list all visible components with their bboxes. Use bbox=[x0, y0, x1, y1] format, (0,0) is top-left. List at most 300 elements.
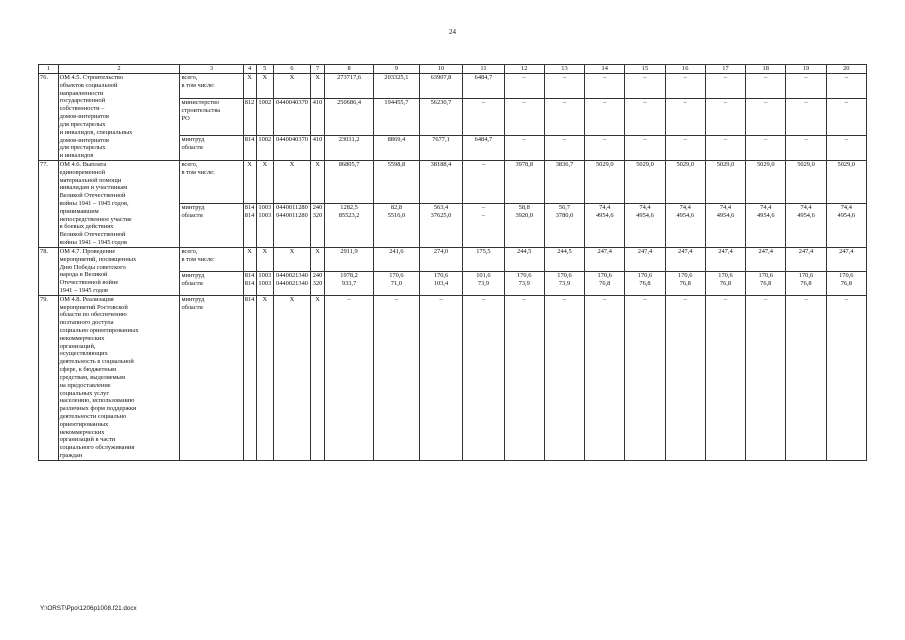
cell-c11 bbox=[463, 135, 504, 160]
measure-name-line: принимавшим bbox=[59, 207, 99, 215]
cell-value: 0440011280 bbox=[276, 212, 308, 220]
cell-c14 bbox=[585, 295, 625, 460]
cell-value: 74,4 bbox=[719, 204, 732, 212]
cell-value: 76,8 bbox=[800, 279, 812, 287]
cell-value: X bbox=[247, 160, 252, 168]
executor bbox=[180, 99, 243, 136]
measure-name-line: области по обеспечению bbox=[59, 311, 127, 319]
cell-value: X bbox=[262, 74, 268, 81]
cell-value: 4954,6 bbox=[797, 212, 815, 220]
cell-value: 0440021340 bbox=[276, 271, 308, 279]
cell-c8 bbox=[325, 99, 374, 136]
cell-c17 bbox=[705, 271, 745, 295]
measure-name-line: мероприятий Ростовской bbox=[59, 303, 128, 311]
cell-c5 bbox=[256, 247, 273, 271]
cell-c12 bbox=[504, 271, 544, 295]
cell-value: 170,6 bbox=[758, 271, 773, 279]
cell-value: 170,6 bbox=[389, 271, 404, 279]
cell-c12 bbox=[504, 74, 544, 99]
cell-c14 bbox=[585, 271, 625, 295]
cell-c14 bbox=[585, 160, 625, 203]
cell-c5 bbox=[256, 160, 273, 203]
cell-c9 bbox=[374, 247, 420, 271]
cell-c4 bbox=[243, 247, 256, 271]
cell-value: 247,4 bbox=[637, 247, 653, 255]
cell-c16 bbox=[665, 204, 705, 247]
cell-c4 bbox=[243, 99, 256, 136]
cell-value: 86805,7 bbox=[338, 160, 360, 168]
cell-c19 bbox=[786, 99, 826, 136]
cell-c11 bbox=[463, 99, 504, 136]
cell-value: X bbox=[262, 160, 268, 168]
cell-c15 bbox=[625, 74, 665, 99]
cell-c18 bbox=[746, 295, 786, 460]
cell-c13 bbox=[544, 295, 584, 460]
cell-c10 bbox=[419, 247, 463, 271]
cell-value: 0440021340 bbox=[276, 279, 308, 287]
cell-c8 bbox=[325, 135, 374, 160]
cell-c18 bbox=[746, 99, 786, 136]
measure-name-line: социального обслуживания bbox=[59, 444, 135, 452]
cell-value: 73,9 bbox=[558, 279, 571, 287]
cell-value: 76,8 bbox=[599, 279, 611, 287]
cell-value: 5516,0 bbox=[387, 212, 406, 220]
cell-value: 247,4 bbox=[798, 247, 814, 255]
cell-c7 bbox=[310, 160, 324, 203]
cell-value: 5029,0 bbox=[636, 160, 654, 168]
executor bbox=[180, 204, 243, 247]
cell-value: X bbox=[289, 74, 295, 81]
cell-value: 814 bbox=[244, 204, 255, 212]
measure-name-line: и инвалидов bbox=[59, 152, 94, 160]
cell-value: 63907,8 bbox=[430, 74, 452, 81]
cell-c10 bbox=[419, 99, 463, 136]
cell-c13 bbox=[544, 135, 584, 160]
cell-value: 241,6 bbox=[389, 247, 404, 255]
cell-c11 bbox=[463, 247, 504, 271]
cell-value: – bbox=[603, 74, 607, 81]
cell-c12 bbox=[504, 160, 544, 203]
cell-value: 250686,4 bbox=[337, 99, 362, 107]
column-header-6: 6 bbox=[273, 65, 310, 74]
cell-value: 170,6 bbox=[557, 271, 572, 279]
cell-value: – bbox=[764, 74, 768, 81]
cell-value: 82,8 bbox=[390, 204, 402, 212]
cell-c14 bbox=[585, 99, 625, 136]
cell-value: 1003 bbox=[258, 204, 272, 212]
measure-name-line: поэтапного доступа bbox=[59, 319, 114, 327]
cell-c6 bbox=[273, 160, 310, 203]
cell-c15 bbox=[625, 99, 665, 136]
cell-c7 bbox=[310, 99, 324, 136]
column-header-16: 16 bbox=[665, 65, 705, 74]
cell-value: 320 bbox=[312, 279, 323, 287]
cell-value: 247,4 bbox=[758, 247, 773, 255]
cell-c19 bbox=[786, 247, 826, 271]
cell-value: 76,8 bbox=[679, 279, 691, 287]
cell-value: – bbox=[643, 295, 647, 303]
cell-c11 bbox=[463, 271, 504, 295]
cell-value: – bbox=[603, 99, 607, 107]
cell-c4 bbox=[243, 135, 256, 160]
cell-value: 203325,1 bbox=[384, 74, 409, 81]
cell-value: – bbox=[603, 135, 607, 143]
cell-value: – bbox=[683, 74, 687, 81]
cell-c6 bbox=[273, 271, 310, 295]
cell-c13 bbox=[544, 247, 584, 271]
cell-value: 240 bbox=[312, 271, 323, 279]
cell-c11 bbox=[463, 160, 504, 203]
cell-value: 247,4 bbox=[839, 247, 854, 255]
executor bbox=[180, 135, 243, 160]
executor-line: в том числе: bbox=[181, 168, 215, 176]
cell-value: 170,6 bbox=[718, 271, 733, 279]
cell-value: – bbox=[481, 99, 486, 107]
cell-c19 bbox=[786, 204, 826, 247]
cell-c6 bbox=[273, 295, 310, 460]
measure-name-line: Великой Отечественной bbox=[59, 231, 126, 239]
cell-value: – bbox=[683, 135, 687, 143]
cell-c13 bbox=[544, 160, 584, 203]
cell-c15 bbox=[625, 247, 665, 271]
cell-c7 bbox=[310, 74, 324, 99]
cell-c10 bbox=[419, 271, 463, 295]
measure-name bbox=[58, 74, 180, 161]
cell-c15 bbox=[625, 204, 665, 247]
cell-value: 170,6 bbox=[637, 271, 653, 279]
cell-value: 8869,4 bbox=[387, 135, 406, 143]
cell-value: – bbox=[643, 135, 647, 143]
cell-value: 38188,4 bbox=[430, 160, 452, 168]
cell-c18 bbox=[746, 247, 786, 271]
measure-name-line: ориентированных bbox=[59, 420, 109, 428]
executor-line: министерство bbox=[181, 99, 220, 107]
cell-value: X bbox=[315, 160, 320, 168]
cell-value: 23031,2 bbox=[338, 135, 360, 143]
measure-name-line: домов-интернатов bbox=[59, 136, 109, 144]
cell-c7 bbox=[310, 135, 324, 160]
cell-value: 76,8 bbox=[760, 279, 772, 287]
cell-value: X bbox=[289, 295, 295, 303]
measure-name-line: деятельность в социальной bbox=[59, 358, 134, 366]
measure-name-line: государственной bbox=[59, 97, 106, 105]
table-row bbox=[39, 295, 867, 460]
measure-name-line: непосредственное участие bbox=[59, 215, 132, 223]
cell-c5 bbox=[256, 204, 273, 247]
cell-value: – bbox=[844, 135, 848, 143]
cell-c5 bbox=[256, 74, 273, 99]
executor-line: всего, bbox=[181, 247, 198, 255]
column-header-18: 18 bbox=[746, 65, 786, 74]
cell-c20 bbox=[826, 247, 866, 271]
executor-line: строительства bbox=[181, 106, 221, 114]
cell-c12 bbox=[504, 204, 544, 247]
cell-c16 bbox=[665, 74, 705, 99]
cell-value: 56230,7 bbox=[430, 99, 452, 107]
executor-line: всего, bbox=[181, 74, 198, 81]
measure-name-line: средствам, выделяемым bbox=[59, 373, 125, 381]
cell-value: – bbox=[439, 295, 443, 303]
cell-value: – bbox=[804, 135, 808, 143]
row-number: 76. bbox=[39, 74, 59, 161]
cell-value: 73,9 bbox=[477, 279, 490, 287]
measure-name-line: различных форм поддержки bbox=[59, 405, 137, 413]
measure-name-line: и инвалидов, специальных bbox=[59, 128, 133, 136]
executor-line: области bbox=[181, 279, 203, 287]
cell-value: X bbox=[315, 247, 320, 255]
cell-value: – bbox=[562, 99, 567, 107]
cell-value: 1003 bbox=[258, 279, 272, 287]
cell-c6 bbox=[273, 74, 310, 99]
column-header-2: 2 bbox=[58, 65, 180, 74]
column-header-4: 4 bbox=[243, 65, 256, 74]
executor-line: области bbox=[181, 303, 203, 311]
cell-c8 bbox=[325, 160, 374, 203]
cell-value: 6484,7 bbox=[474, 74, 493, 81]
measure-name bbox=[58, 295, 180, 460]
cell-value: 5598,8 bbox=[387, 160, 406, 168]
cell-value: 563,4 bbox=[433, 204, 449, 212]
cell-c8 bbox=[325, 204, 374, 247]
cell-c4 bbox=[243, 271, 256, 295]
cell-c16 bbox=[665, 99, 705, 136]
cell-value: – bbox=[347, 295, 351, 303]
cell-value: 247,4 bbox=[597, 247, 612, 255]
cell-value: 73,9 bbox=[518, 279, 530, 287]
cell-value: 4954,6 bbox=[676, 212, 695, 220]
column-header-19: 19 bbox=[786, 65, 826, 74]
cell-value: 175,5 bbox=[476, 247, 491, 255]
cell-c13 bbox=[544, 74, 584, 99]
cell-value: 1282,5 bbox=[340, 204, 358, 212]
cell-value: – bbox=[643, 99, 647, 107]
cell-value: 74,4 bbox=[760, 204, 772, 212]
cell-c18 bbox=[746, 160, 786, 203]
cell-c10 bbox=[419, 295, 463, 460]
cell-value: – bbox=[562, 295, 567, 303]
cell-c13 bbox=[544, 204, 584, 247]
cell-value: – bbox=[844, 295, 848, 303]
measure-name-line: материальной помощи bbox=[59, 176, 122, 184]
cell-c13 bbox=[544, 271, 584, 295]
measure-name-line: Отечественной войне bbox=[59, 279, 119, 287]
cell-value: 7677,1 bbox=[432, 135, 450, 143]
cell-c19 bbox=[786, 74, 826, 99]
cell-c7 bbox=[310, 295, 324, 460]
cell-c14 bbox=[585, 204, 625, 247]
cell-value: 3978,8 bbox=[515, 160, 534, 168]
measure-name bbox=[58, 160, 180, 247]
cell-c14 bbox=[585, 74, 625, 99]
cell-value: X bbox=[247, 74, 252, 81]
measure-name-line: ОМ 4.5. Строительство bbox=[59, 74, 124, 81]
cell-c12 bbox=[504, 247, 544, 271]
measure-name-line: граждан bbox=[59, 452, 83, 459]
cell-value: 273717,6 bbox=[337, 74, 362, 81]
cell-c17 bbox=[705, 99, 745, 136]
cell-value: 3836,7 bbox=[555, 160, 574, 168]
cell-value: 4954,6 bbox=[595, 212, 614, 220]
cell-c5 bbox=[256, 135, 273, 160]
cell-c12 bbox=[504, 295, 544, 460]
executor bbox=[180, 247, 243, 271]
cell-c4 bbox=[243, 204, 256, 247]
cell-value: X bbox=[262, 247, 268, 255]
cell-c5 bbox=[256, 295, 273, 460]
cell-value: 5029,0 bbox=[716, 160, 735, 168]
page-number: 24 bbox=[449, 28, 456, 36]
cell-value: 814 bbox=[244, 295, 255, 303]
cell-c19 bbox=[786, 271, 826, 295]
cell-c15 bbox=[625, 295, 665, 460]
cell-c17 bbox=[705, 74, 745, 99]
column-header-11: 11 bbox=[463, 65, 504, 74]
cell-c16 bbox=[665, 135, 705, 160]
cell-c19 bbox=[786, 160, 826, 203]
cell-value: 76,8 bbox=[639, 279, 651, 287]
cell-c11 bbox=[463, 74, 504, 99]
cell-value: 244,5 bbox=[517, 247, 532, 255]
measure-name-line: организаций в части bbox=[59, 436, 116, 444]
measure-name bbox=[58, 247, 180, 295]
cell-value: 1002 bbox=[258, 99, 272, 107]
cell-value: – bbox=[764, 295, 768, 303]
row-number: 79. bbox=[39, 295, 59, 460]
cell-value: 5029,0 bbox=[756, 160, 775, 168]
column-header-14: 14 bbox=[585, 65, 625, 74]
cell-value: – bbox=[481, 212, 486, 220]
cell-value: – bbox=[481, 160, 486, 168]
cell-c10 bbox=[419, 135, 463, 160]
executor-line: минтруд bbox=[181, 135, 205, 143]
cell-value: 814 bbox=[244, 135, 255, 143]
cell-value: – bbox=[522, 74, 526, 81]
cell-c15 bbox=[625, 160, 665, 203]
cell-c16 bbox=[665, 271, 705, 295]
column-header-17: 17 bbox=[705, 65, 745, 74]
cell-value: 2911,9 bbox=[340, 247, 358, 255]
column-header-3: 3 bbox=[180, 65, 243, 74]
table-row bbox=[39, 74, 867, 99]
measure-name-line: домов-интернатов bbox=[59, 113, 109, 121]
cell-value: – bbox=[522, 295, 526, 303]
executor bbox=[180, 295, 243, 460]
cell-c19 bbox=[786, 295, 826, 460]
measure-name-line: единовременной bbox=[59, 168, 106, 176]
cell-c9 bbox=[374, 160, 420, 203]
executor-line: в том числе: bbox=[181, 255, 215, 263]
measure-name-line: осуществляющих bbox=[59, 350, 108, 358]
row-number: 77. bbox=[39, 160, 59, 247]
cell-c17 bbox=[705, 247, 745, 271]
cell-value: 74,4 bbox=[800, 204, 812, 212]
measure-name-line: сфере, к бюджетным bbox=[59, 366, 117, 374]
cell-c15 bbox=[625, 271, 665, 295]
cell-c10 bbox=[419, 74, 463, 99]
cell-c20 bbox=[826, 135, 866, 160]
cell-c17 bbox=[705, 204, 745, 247]
measure-name-line: в боевых действиях bbox=[59, 223, 114, 231]
measure-name-line: инвалидам и участникам bbox=[59, 184, 128, 192]
cell-value: – bbox=[844, 74, 848, 81]
cell-c7 bbox=[310, 271, 324, 295]
cell-c20 bbox=[826, 160, 866, 203]
executor bbox=[180, 271, 243, 295]
cell-value: 58,8 bbox=[518, 204, 530, 212]
cell-c18 bbox=[746, 74, 786, 99]
cell-value: 101,6 bbox=[476, 271, 491, 279]
measure-name-line: мероприятий, посвященных bbox=[59, 255, 137, 263]
cell-value: – bbox=[562, 135, 567, 143]
cell-value: 170,6 bbox=[798, 271, 814, 279]
cell-value: X bbox=[289, 160, 295, 168]
executor-line: всего, bbox=[181, 160, 198, 168]
cell-c14 bbox=[585, 247, 625, 271]
cell-value: 103,4 bbox=[433, 279, 449, 287]
measure-name-line: организаций, bbox=[59, 342, 96, 350]
cell-c13 bbox=[544, 99, 584, 136]
cell-value: X bbox=[262, 295, 268, 303]
cell-value: 240 bbox=[312, 204, 323, 212]
cell-c19 bbox=[786, 135, 826, 160]
column-header-5: 5 bbox=[256, 65, 273, 74]
cell-value: – bbox=[764, 99, 768, 107]
measure-name-line: деятельности социально bbox=[59, 412, 127, 420]
cell-c9 bbox=[374, 204, 420, 247]
cell-value: 0440040370 bbox=[276, 99, 308, 107]
cell-value: 194455,7 bbox=[384, 99, 409, 107]
cell-value: 170,6 bbox=[597, 271, 612, 279]
executor-line: минтруд bbox=[181, 295, 205, 303]
cell-value: 3920,0 bbox=[515, 212, 534, 220]
measure-name-line: ОМ 4.7. Проведение bbox=[59, 247, 116, 255]
cell-value: 812 bbox=[244, 99, 255, 107]
cell-value: 74,4 bbox=[840, 204, 852, 212]
cell-value: 76,8 bbox=[840, 279, 852, 287]
measure-name-line: направленности bbox=[59, 89, 104, 97]
executor bbox=[180, 160, 243, 203]
cell-value: 3780,0 bbox=[555, 212, 574, 220]
cell-value: X bbox=[315, 295, 320, 303]
cell-value: 5029,0 bbox=[837, 160, 856, 168]
cell-c16 bbox=[665, 295, 705, 460]
cell-value: 0440011280 bbox=[276, 204, 308, 212]
cell-c18 bbox=[746, 204, 786, 247]
cell-c6 bbox=[273, 99, 310, 136]
cell-c10 bbox=[419, 204, 463, 247]
cell-c9 bbox=[374, 135, 420, 160]
cell-value: – bbox=[683, 99, 687, 107]
cell-c20 bbox=[826, 204, 866, 247]
column-header-8: 8 bbox=[325, 65, 374, 74]
cell-value: – bbox=[481, 204, 486, 212]
cell-value: – bbox=[723, 295, 728, 303]
cell-value: 74,4 bbox=[679, 204, 691, 212]
cell-value: 71,0 bbox=[390, 279, 402, 287]
cell-value: 37625,0 bbox=[430, 212, 452, 220]
cell-value: – bbox=[804, 74, 808, 81]
cell-value: 410 bbox=[312, 99, 323, 107]
measure-name-line: ОМ 4.6. Выплата bbox=[59, 160, 107, 168]
cell-value: – bbox=[603, 295, 607, 303]
cell-c4 bbox=[243, 74, 256, 99]
cell-c17 bbox=[705, 295, 745, 460]
measure-name-line: для престарелых bbox=[59, 144, 106, 152]
measure-name-line: социальных услуг bbox=[59, 389, 109, 397]
measure-name-line: собственности – bbox=[59, 105, 105, 113]
budget-table bbox=[38, 64, 867, 461]
cell-c9 bbox=[374, 295, 420, 460]
